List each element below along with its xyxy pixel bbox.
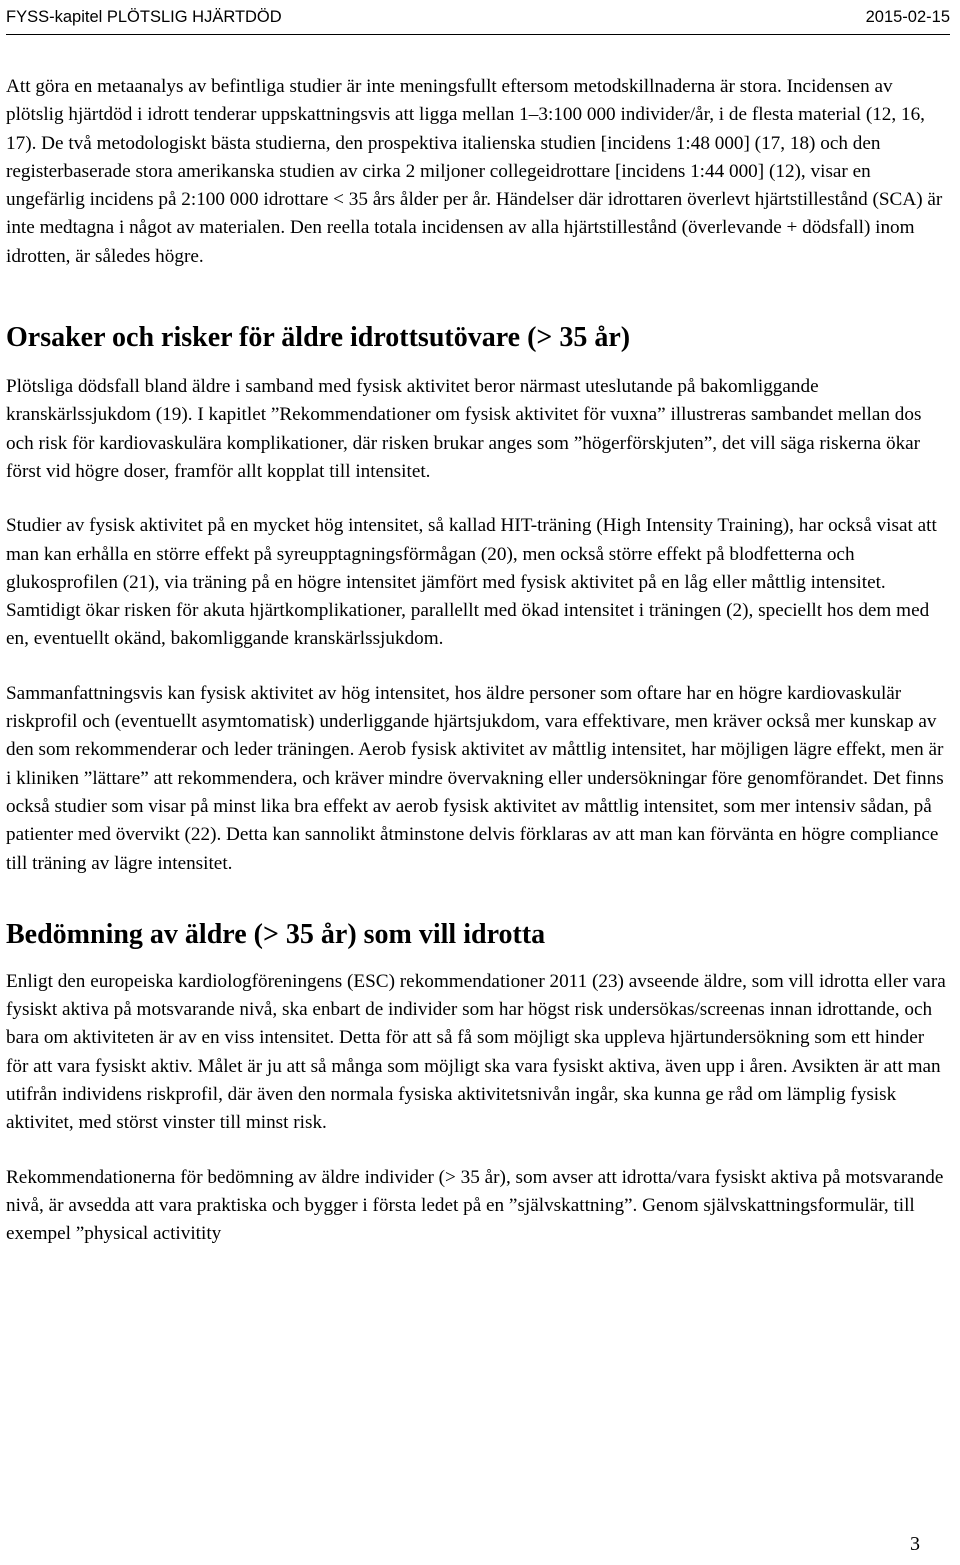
paragraph-sudden-deaths: Plötsliga dödsfall bland äldre i samband med fysisk aktivitet beror närmast uteslutande på bakomliggande kranskärlssjukdom (19). I kapitlet ”Rekommendationer om fysisk aktivitet för vuxna” illustreras sambandet mellan dos och risk för kardiovaskulära komplikationer, där risken brukar anges som ”högerförskjuten”, det vill säga riskerna ökar först vid högre doser, framför allt kopplat till intensitet.	[6, 376, 922, 482]
header-date: 2015-02-15	[865, 8, 950, 26]
section-heading-causes: Orsaker och risker för äldre idrottsutövare (> 35 år)	[6, 322, 631, 354]
paragraph-hit-training: Studier av fysisk aktivitet på en mycket hög intensitet, så kallad HIT-träning (High Intensity Training), har också visat att man kan erhålla en större effekt på syreupptagningsförmågan (20), men också större effekt på blodfetterna och glukosprofilen (21), via träning på en högre intensitet jämfört med fysisk aktivitet på en låg eller måttlig intensitet. Samtidigt ökar risken för akuta hjärtkomplikationer, parallellt med ökad intensitet i träningen (2), speciellt hos dem med en, eventuellt okänd, bakomliggande kranskärlssjukdom.	[6, 515, 937, 650]
header-rule	[6, 34, 950, 35]
page-header	[6, 4, 950, 34]
paragraph-esc-recommendations: Enligt den europeiska kardiologföreningens (ESC) rekommendationer 2011 (23) avseende äldre, som vill idrotta eller vara fysiskt aktiva på motsvarande nivå, ska enbart de individer som har högst risk undersökas/screenas innan idrottande, och bara om aktiviteten är av en viss intensitet. Detta för att så få som möjligt ska uppleva hjärtundersökning som ett hinder för att vara fysiskt aktiv. Målet är ju att så många som möjligt ska vara fysiskt aktiva, även upp i åren. Avsikten är att man utifrån individens riskprofil, där även den normala fysiska aktivitetsnivån ingår, ska kunna ge råd om lämplig fysisk aktivitet, med störst vinster till minst risk.	[6, 970, 946, 1134]
paragraph-incidence: Att göra en metaanalys av befintliga studier är inte meningsfullt eftersom metodskillnaderna är stora. Incidensen av plötslig hjärtdöd i idrott tenderar uppskattningsvis att ligga mellan 1–3:100 000 individer/år, i de flesta material (12, 16, 17). De två metodologiskt bästa studierna, den prospektiva italienska studien [incidens 1:48 000] (17, 18) och den registerbaserade stora amerikanska studien av cirka 2 miljoner collegeidrottare [incidens 1:44 000] (12), visar en ungefärlig incidens på 2:100 000 idrottare < 35 års ålder per år. Händelser där idrottaren överlevt hjärtstillestånd (SCA) är inte medtagna i något av materialen. Den reella totala incidensen av alla hjärtstillestånd (överlevande + dödsfall) inom idrotten, är således högre.	[6, 76, 943, 267]
page-number: 3	[910, 1533, 920, 1555]
spacer	[6, 654, 946, 680]
spacer	[6, 878, 946, 918]
main-content	[6, 73, 946, 1249]
header-title: FYSS-kapitel PLÖTSLIG HJÄRTDÖD	[6, 8, 282, 26]
spacer	[6, 486, 946, 512]
section-heading-assessment: Bedömning av äldre (> 35 år) som vill idrotta	[6, 918, 546, 950]
spacer	[6, 1138, 946, 1164]
paragraph-self-assessment: Rekommendationerna för bedömning av äldre individer (> 35 år), som avser att idrotta/vara fysiskt aktiva på motsvarande nivå, är avsedda att vara praktiska och bygger i första ledet på en ”självskattning”. Genom självskattningsformulär, till exempel ”physical activitity	[6, 1166, 944, 1245]
paragraph-summary: Sammanfattningsvis kan fysisk aktivitet av hög intensitet, hos äldre personer som oftare har en högre kardiovaskulär riskprofil och (eventuellt asymtomatisk) underliggande hjärtsjukdom, vara effektivare, men kräver också mer kunskap av den som rekommenderar och leder träningen. Aerob fysisk aktivitet av måttlig intensitet, har möjligen lägre effekt, men är i kliniken ”lättare” att rekommendera, och kräver mindre övervakning eller undersökningar före genomförandet. Det finns också studier som visar på minst lika bra effekt av aerob fysisk aktivitet av måttlig intensitet, som mer intensiv sådan, på patienter med övervikt (22). Detta kan sannolikt åtminstone delvis förklaras av att man kan förvänta en högre compliance till träning av lägre intensitet.	[6, 682, 944, 874]
